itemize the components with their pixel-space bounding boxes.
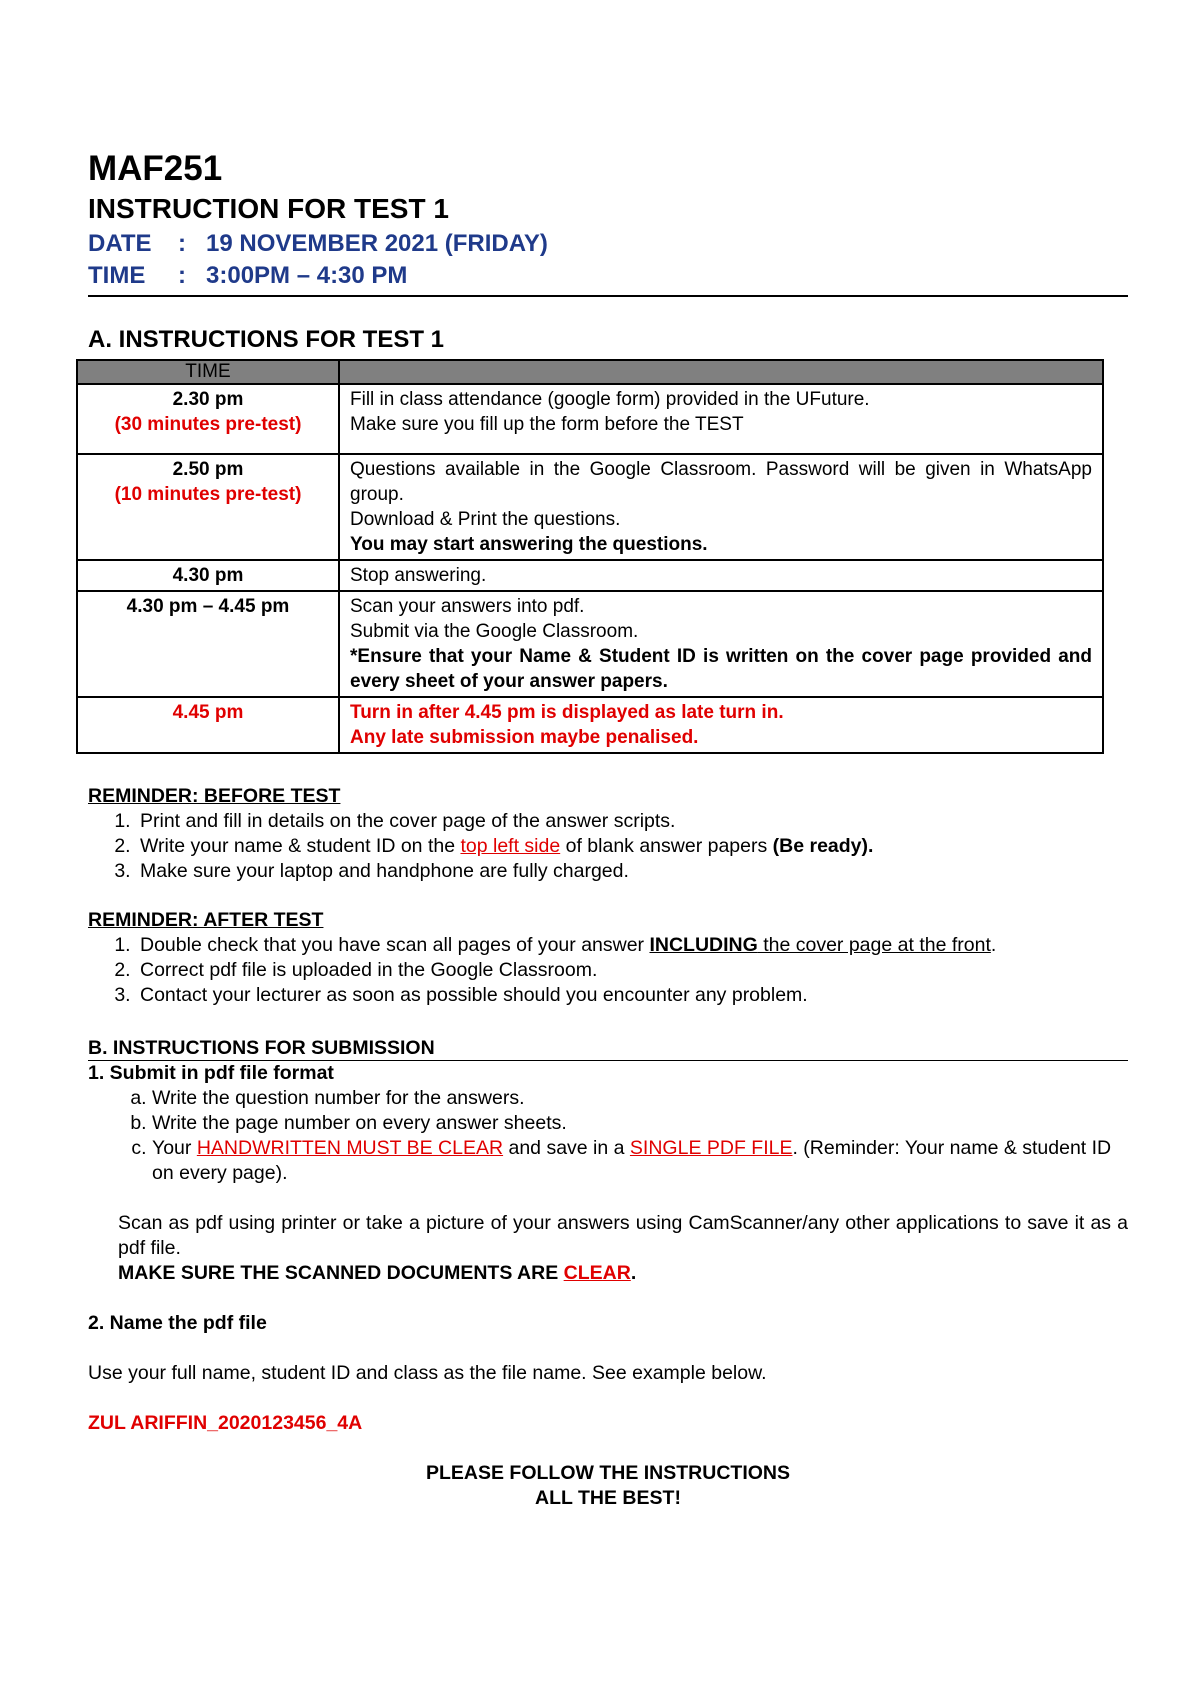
time-value: 2.30 pm [172,389,244,410]
example-file-name: ZUL ARIFFIN_2020123456_4A [88,1412,363,1434]
instruction-line: Submit via the Google Classroom. [350,621,639,642]
item-text: Double check that you have scan all pages of your answer [140,934,650,956]
item-text: Write your name & student ID on the [140,835,461,857]
time-cell: 4.30 pm – 4.45 pm [77,591,339,697]
time-cell [77,454,339,560]
list-item: 3. Make sure your laptop and handphone are fully charged. [136,859,1128,884]
time-cell: 4.30 pm [77,560,339,591]
table-row [77,697,1103,753]
instruction-line: Make sure you fill up the form before the TEST [350,414,744,435]
table-row [77,591,1103,697]
time-label: TIME [88,262,146,289]
time-column-header: TIME [77,360,339,384]
instruction-column-header [339,360,1103,384]
instruction-cell [339,591,1103,697]
after-test-list [88,933,1128,1008]
list-item: 3. Contact your lecturer as soon as possible should you encounter any problem. [136,983,1128,1008]
instruction-line: Questions available in the Google Classroom. Password will be given in WhatsApp group. [350,459,1092,505]
instruction-line: Fill in class attendance (google form) provided in the UFuture. [350,389,870,410]
after-test-heading: REMINDER: AFTER TEST [88,909,324,931]
make-sure-line [88,1261,1128,1286]
course-code: MAF251 [88,149,223,188]
list-item: b. Write the page number on every answer sheets. [152,1111,1128,1136]
date-line [88,228,1128,260]
date-label: DATE [88,230,152,257]
list-item: 2. Correct pdf file is uploaded in the Google Classroom. [136,958,1128,983]
item-text: Your [152,1137,197,1159]
document-title: INSTRUCTION FOR TEST 1 [88,193,449,224]
list-item: 1. Print and fill in details on the cover page of the answer scripts. [136,809,1128,834]
time-line [88,260,1128,292]
cover-page-text: the cover page at the front [757,934,991,956]
instruction-cell [339,454,1103,560]
before-test-list [88,809,1128,884]
instruction-cell [339,384,1103,454]
time-value: 3:00PM – 4:30 PM [206,262,408,289]
table-row [77,560,1103,591]
top-left-side-text: top left side [460,835,561,857]
closing-line-2: ALL THE BEST! [535,1487,681,1509]
before-test-reminder [88,784,1128,884]
item-text: . (Reminder: Your name & student ID on every page). [152,1137,1112,1184]
list-item [152,1136,1128,1186]
submit-format-list [88,1086,1128,1186]
before-test-heading: REMINDER: BEFORE TEST [88,785,341,807]
date-colon: : [178,230,186,257]
clear-text: CLEAR [563,1262,631,1284]
list-item [136,834,1128,859]
scan-instructions: Scan as pdf using printer or take a picture of your answers using CamScanner/any other applications to save it as a pdf file. [118,1212,1128,1259]
make-sure-text: MAKE SURE THE SCANNED DOCUMENTS ARE [118,1262,564,1284]
file-name-instructions: Use your full name, student ID and class as the file name. See example below. [88,1362,767,1384]
time-colon: : [178,262,186,289]
instruction-cell: Stop answering. [339,560,1103,591]
time-value: 2.50 pm [172,459,244,480]
including-text: INCLUDING [649,934,758,956]
time-note: (30 minutes pre-test) [114,414,302,435]
table-header-row [77,360,1103,384]
handwritten-clear-text: HANDWRITTEN MUST BE CLEAR [196,1137,504,1159]
table-row [77,384,1103,454]
table-row [77,454,1103,560]
closing-line-1: PLEASE FOLLOW THE INSTRUCTIONS [426,1462,790,1484]
instruction-cell [339,697,1103,753]
instruction-line: You may start answering the questions. [350,534,708,555]
item-text: . [990,934,997,956]
instruction-line: Turn in after 4.45 pm is displayed as late turn in. [350,702,784,723]
instruction-line: *Ensure that your Name & Student ID is written on the cover page provided and every sheet of your answer papers. [350,646,1092,692]
schedule-table [76,359,1104,754]
item-text: of blank answer papers [560,835,773,857]
section-b-heading: B. INSTRUCTIONS FOR SUBMISSION [88,1036,1128,1061]
instruction-line: Any late submission maybe penalised. [350,727,699,748]
list-item: a. Write the question number for the answers. [152,1086,1128,1111]
section-a-heading: A. INSTRUCTIONS FOR TEST 1 [88,326,445,353]
period-text: . [630,1262,637,1284]
date-value: 19 NOVEMBER 2021 (FRIDAY) [206,230,548,257]
item-text: and save in a [503,1137,630,1159]
header-divider [88,295,1128,297]
after-test-reminder [88,908,1128,1008]
time-cell [77,384,339,454]
list-item [136,933,1128,958]
time-cell: 4.45 pm [77,697,339,753]
submit-format-subheading: 1. Submit in pdf file format [88,1062,334,1084]
time-note: (10 minutes pre-test) [114,484,302,505]
instruction-line: Download & Print the questions. [350,509,621,530]
instruction-line: Scan your answers into pdf. [350,596,585,617]
be-ready-text: (Be ready). [772,835,874,857]
single-pdf-text: SINGLE PDF FILE [629,1137,793,1159]
name-pdf-subheading: 2. Name the pdf file [88,1312,267,1334]
document-page [88,148,1128,1511]
